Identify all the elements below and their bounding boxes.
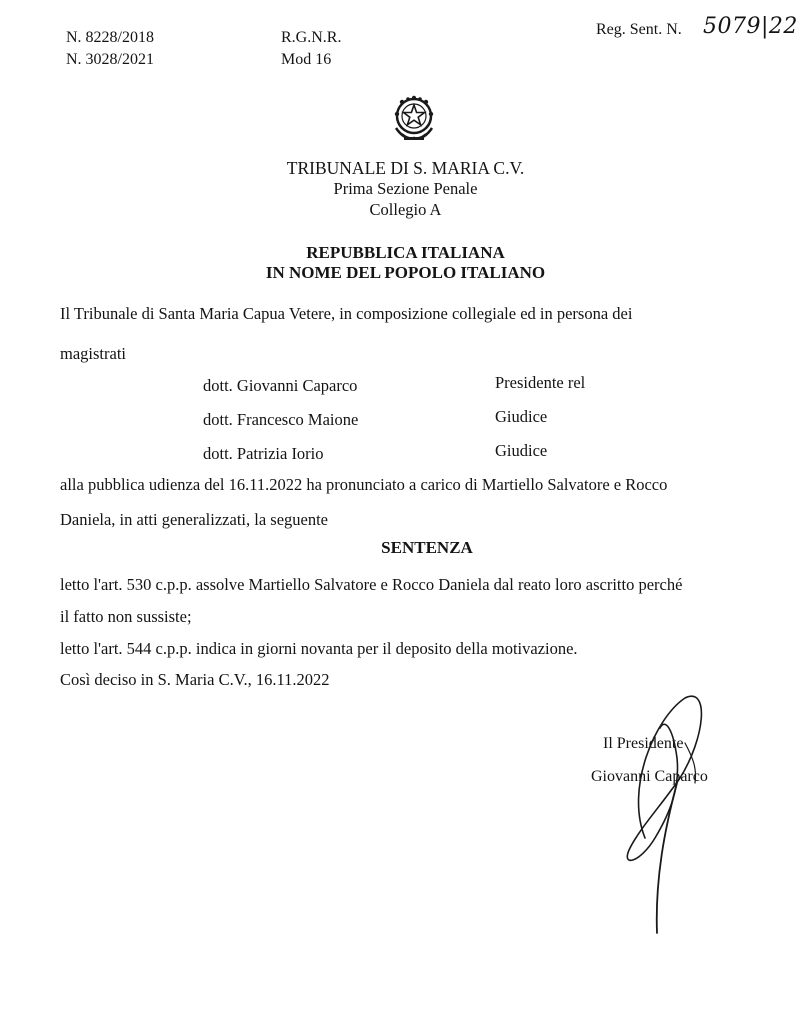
reg-sent-number: 5079|22 (703, 14, 798, 39)
magistrate-name: dott. Francesco Maione (203, 410, 359, 429)
rgnr-label: R.G.N.R. (281, 29, 342, 46)
signature-title: Il Presidente (603, 735, 684, 752)
intro-line-2: magistrati (60, 344, 126, 363)
decision-place-date: Così deciso in S. Maria C.V., 16.11.2022 (60, 670, 330, 689)
mod-label: Mod 16 (281, 51, 332, 68)
verdict-line-3: letto l'art. 544 c.p.p. indica in giorni novanta per il deposito della motivazione. (60, 639, 578, 658)
magistrate-name: dott. Giovanni Caparco (203, 376, 358, 395)
court-collegio: Collegio A (369, 200, 442, 219)
hearing-line-2: Daniela, in atti generalizzati, la seguente (60, 510, 328, 529)
reg-sent-label: Reg. Sent. N. (596, 21, 682, 38)
signature-name: Giovanni Caparco (591, 768, 708, 785)
intro-line-1: Il Tribunale di Santa Maria Capua Vetere, in composizione collegiale ed in persona dei (60, 304, 633, 323)
court-name: TRIBUNALE DI S. MARIA C.V. (286, 158, 525, 178)
court-section: Prima Sezione Penale (333, 179, 478, 198)
handwritten-signature (585, 688, 735, 938)
republic-heading: REPUBBLICA ITALIANA (306, 243, 505, 262)
verdict-line-1: letto l'art. 530 c.p.p. assolve Martiello Salvatore e Rocco Daniela dal reato loro ascritto perché (60, 575, 683, 594)
case-number-2: N. 3028/2021 (66, 51, 154, 68)
sentenza-heading: SENTENZA (381, 538, 473, 557)
verdict-line-2: il fatto non sussiste; (60, 607, 192, 626)
magistrate-role: Presidente rel (495, 373, 586, 392)
people-heading: IN NOME DEL POPOLO ITALIANO (265, 263, 546, 282)
republic-emblem-icon (386, 90, 442, 146)
magistrate-role: Giudice (495, 407, 548, 426)
case-number-1: N. 8228/2018 (66, 29, 154, 46)
magistrate-role: Giudice (495, 441, 548, 460)
hearing-line-1: alla pubblica udienza del 16.11.2022 ha pronunciato a carico di Martiello Salvatore e Rocco (60, 475, 668, 494)
magistrate-name: dott. Patrizia Iorio (203, 444, 324, 463)
